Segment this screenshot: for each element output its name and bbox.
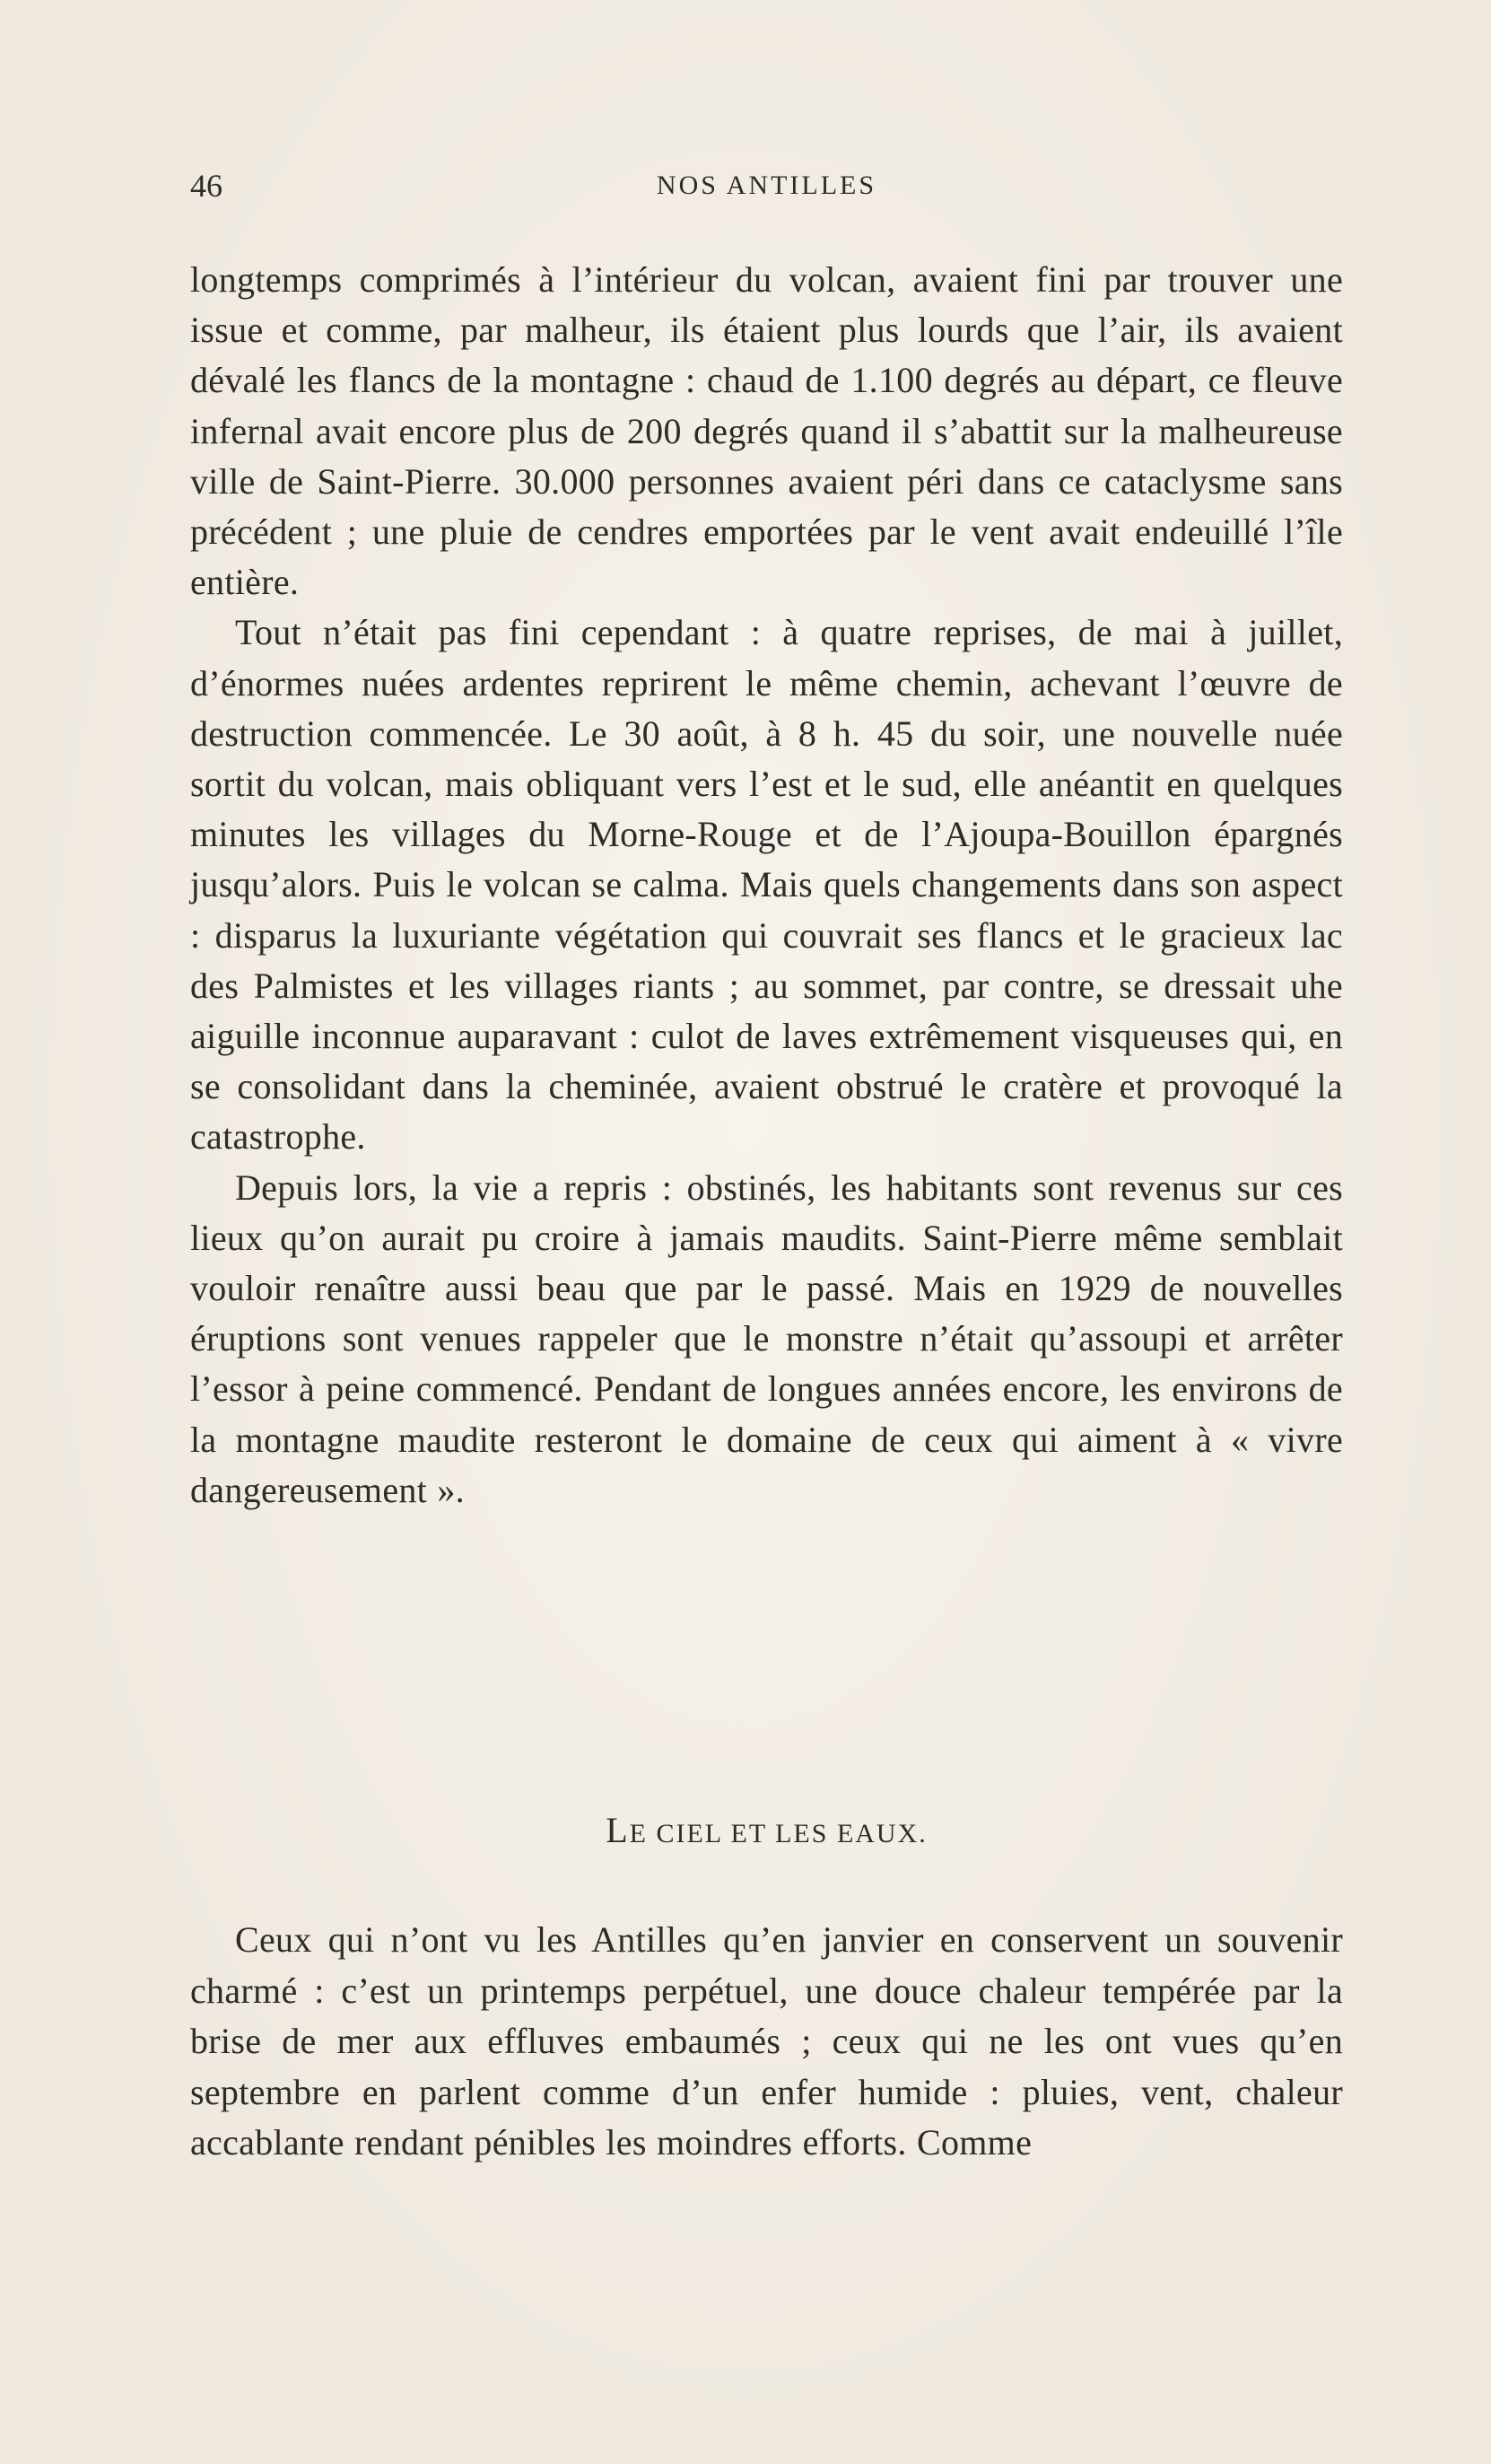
paragraph-continued: longtemps comprimés à l’intérieur du volcan, avaient fini par trouver une issue et comme, par malheur, ils étaient plus lourds que l’air, ils avaient dévalé les flancs de la montagne : chaud de 1.100 degrés au départ, ce fleuve infernal avait encore plus de 200 degrés quand il s’abattit sur la malheureuse ville de Saint-Pierre. 30.000 personnes avaient péri dans ce cataclysme sans précédent ; une pluie de cendres emportées par le vent avait endeuillé l’île entière. (190, 259, 1343, 603)
section-heading-text: E CIEL ET LES EAUX. (629, 1819, 928, 1848)
running-head (190, 163, 1343, 208)
section-text (190, 1915, 1343, 2169)
section-heading-initial: L (606, 1810, 630, 1850)
paragraph-nuees-ardentes: Tout n’était pas fini cependant : à quatre reprises, de mai à juillet, d’énormes nuées ardentes reprirent le même chemin, achevant l’œuvre de destruction commencée. Le 30 août, à 8 h. 45 du soir, une nouvelle nuée sortit du volcan, mais obliquant vers l’est et le sud, elle anéantit en quelques minutes les villages du Morne-Rouge et de l’Ajoupa-Bouillon épargnés jusqu’alors. Puis le volcan se calma. Mais quels changements dans son aspect : disparus la luxuriante végétation qui couvrait ses flancs et le gracieux lac des Palmistes et les villages riants ; au sommet, par contre, se dressait uhe aiguille inconnue auparavant : culot de laves extrêmement visqueuses qui, en se consolidant dans la cheminée, avaient obstrué le cratère et provoqué la catastrophe. (190, 612, 1343, 1158)
paragraph-depuis-lors: Depuis lors, la vie a repris : obstinés, les habitants sont revenus sur ces lieux qu’on aurait pu croire à jamais maudits. Saint-Pierre même semblait vouloir renaître aussi beau que par le passé. Mais en 1929 de nouvelles éruptions sont venues rappeler que le monstre n’était qu’assoupi et arrêter l’essor à peine commencé. Pendant de longues années encore, les environs de la montagne maudite resteront le domaine de ceux qui aiment à « vivre dangereusement ». (190, 1166, 1343, 1510)
running-title: NOS ANTILLES (656, 170, 877, 200)
section-heading (190, 1805, 1343, 1859)
main-text (190, 255, 1343, 1516)
page-number: 46 (190, 168, 222, 204)
paragraph-ceux-qui: Ceux qui n’ont vu les Antilles qu’en janvier en conservent un souvenir charmé : c’est un printemps perpétuel, une douce chaleur tempérée par la brise de mer aux effluves embaumés ; ceux qui ne les ont vues qu’en septembre en parlent comme d’un enfer humide : pluies, vent, chaleur accablante rendant pénibles les moindres efforts. Comme (190, 1919, 1343, 2163)
